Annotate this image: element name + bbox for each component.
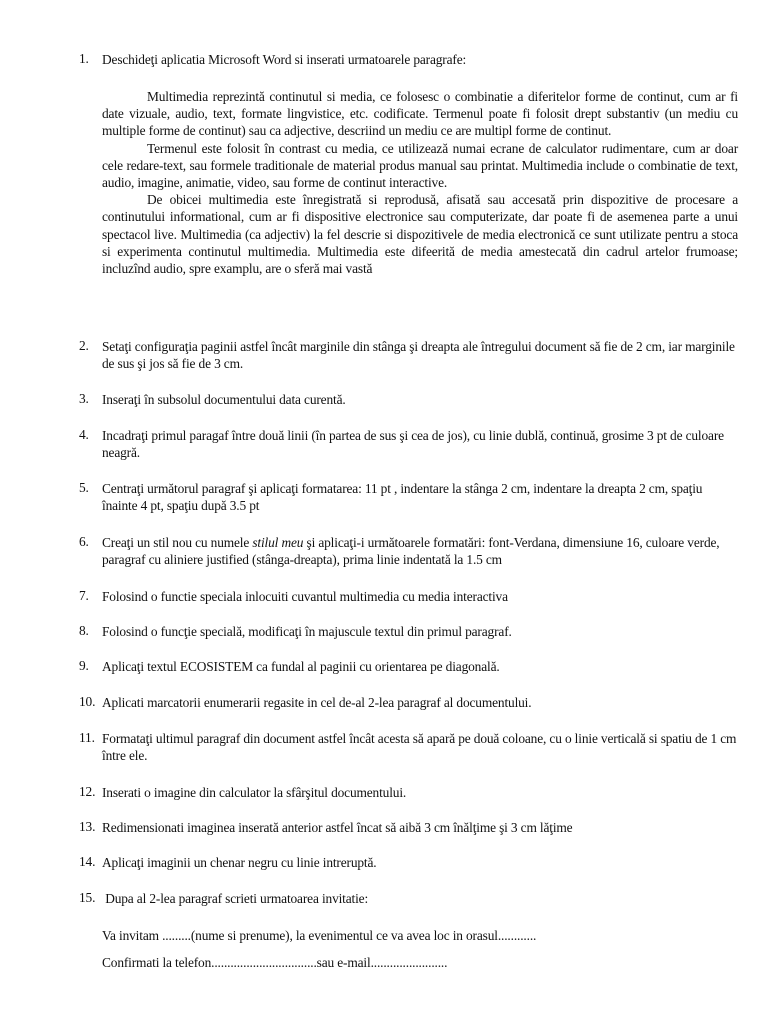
item-text: Deschideţi aplicatia Microsoft Word si inserati urmatoarele paragrafe: — [102, 52, 467, 67]
item-number: 4. — [79, 427, 89, 442]
item-text: Setaţi configuraţia paginii astfel încât marginile din stânga şi dreapta ale întregului document să fie de 2 cm, iar marginile de sus şi jos să fie de 3 cm. — [102, 339, 735, 372]
item-number: 1. — [79, 51, 89, 66]
item-text — [102, 534, 738, 568]
item-number: 10. — [79, 694, 96, 709]
item-number: 13. — [79, 819, 96, 834]
paragraph-2: Termenul este folosit în contrast cu media, ce utilizează numai ecrane de calculator rudimentare, cum ar doar cele redare-text, sau formele traditionale de material produs manual sau printat. Multimedia include o combinatie de text, audio, imagine, animatie, video, sau forme de continut interactive. — [102, 140, 738, 191]
item-number: 12. — [79, 784, 96, 799]
item-number: 2. — [79, 338, 89, 353]
item-text: Aplicaţi imaginii un chenar negru cu linie intreruptă. — [102, 855, 377, 870]
item-number: 8. — [79, 623, 89, 638]
item-number: 7. — [79, 588, 89, 603]
paragraph-3: De obicei multimedia este înregistrată si reprodusă, afisată sau accesată prin dispozitive de procesare a continutului informational, cum ar fi dispositive electronice sau computerizate, dar poate fi de asemenea parte a unui spectacol live. Multimedia (ca adjectiv) la fel descrie si dispozitivele de media electronică ce sunt utilizate pentru a stoca si experimenta continutul multimedia. Multimedia este difeerită de media amestecată din cadrul artelor frumoase; incluzînd audio, spre examplu, are o sferă mai vastă — [102, 192, 738, 277]
item-text-a: Creaţi un stil nou cu numele — [102, 535, 253, 550]
item-text: Centraţi următorul paragraf şi aplicaţi formatarea: 11 pt , indentare la stânga 2 cm, indentare la dreapta 2 cm, spaţiu înainte 4 pt, spaţiu după 3.5 pt — [102, 481, 703, 514]
multimedia-paragraphs — [102, 88, 738, 277]
item-number: 14. — [79, 854, 96, 869]
item-text: Folosind o funcţie specială, modificaţi în majuscule textul din primul paragraf. — [102, 624, 512, 639]
item-number: 11. — [79, 730, 95, 745]
item-text: Incadraţi primul paragaf între două linii (în partea de sus şi cea de jos), cu linie dublă, continuă, grosime 3 pt de culoare neagră. — [102, 428, 724, 461]
item-text: Folosind o functie speciala inlocuiti cuvantul multimedia cu media interactiva — [102, 589, 508, 604]
item-text: Aplicati marcatorii enumerarii regasite in cel de-al 2-lea paragraf al documentului. — [102, 695, 532, 710]
item-number: 6. — [79, 534, 89, 549]
item-text: Inseraţi în subsolul documentului data curentă. — [102, 392, 346, 407]
paragraph-1: Multimedia reprezintă continutul si media, ce folosesc o combinatie a diferitelor forme de continut, cum ar fi date vizuale, audio, text, formate lingvistice, etc. codificate. Termenul poate fi folosit drept substantiv (un mediu cu multiple forme de continut) sau ca adjective, descriind un mediu ce are multipl forme de continut. — [102, 89, 738, 139]
invitation-line-1: Va invitam .........(nume si prenume), la evenimentul ce va avea loc in orasul............ — [102, 928, 537, 943]
item-number: 5. — [79, 480, 89, 495]
item-text: Formataţi ultimul paragraf din document astfel încât acesta să apară pe două coloane, cu o linie verticală si spatiu de 1 cm între ele. — [102, 731, 737, 764]
item-text: Aplicaţi textul ECOSISTEM ca fundal al paginii cu orientarea pe diagonală. — [102, 659, 500, 674]
item-number: 3. — [79, 391, 89, 406]
item-number: 15. — [79, 890, 96, 905]
item-text: Inserati o imagine din calculator la sfârşitul documentului. — [102, 785, 407, 800]
style-name: stilul meu — [252, 535, 304, 550]
item-text-b: şi aplicaţi-i următoarele formatări: font-Verdana, dimensiune 16, culoare verde, paragraf cu aliniere justified (stânga-dreapta), prima linie indentată la 1.5 cm — [102, 535, 720, 568]
item-number: 9. — [79, 658, 89, 673]
item-text: Dupa al 2-lea paragraf scrieti urmatoarea invitatie: — [102, 891, 369, 906]
invitation-line-2: Confirmati la telefon.................................sau e-mail........................ — [102, 955, 448, 970]
item-text: Redimensionati imaginea inserată anterior astfel încat să aibă 3 cm înălţime şi 3 cm lăţime — [102, 820, 573, 835]
